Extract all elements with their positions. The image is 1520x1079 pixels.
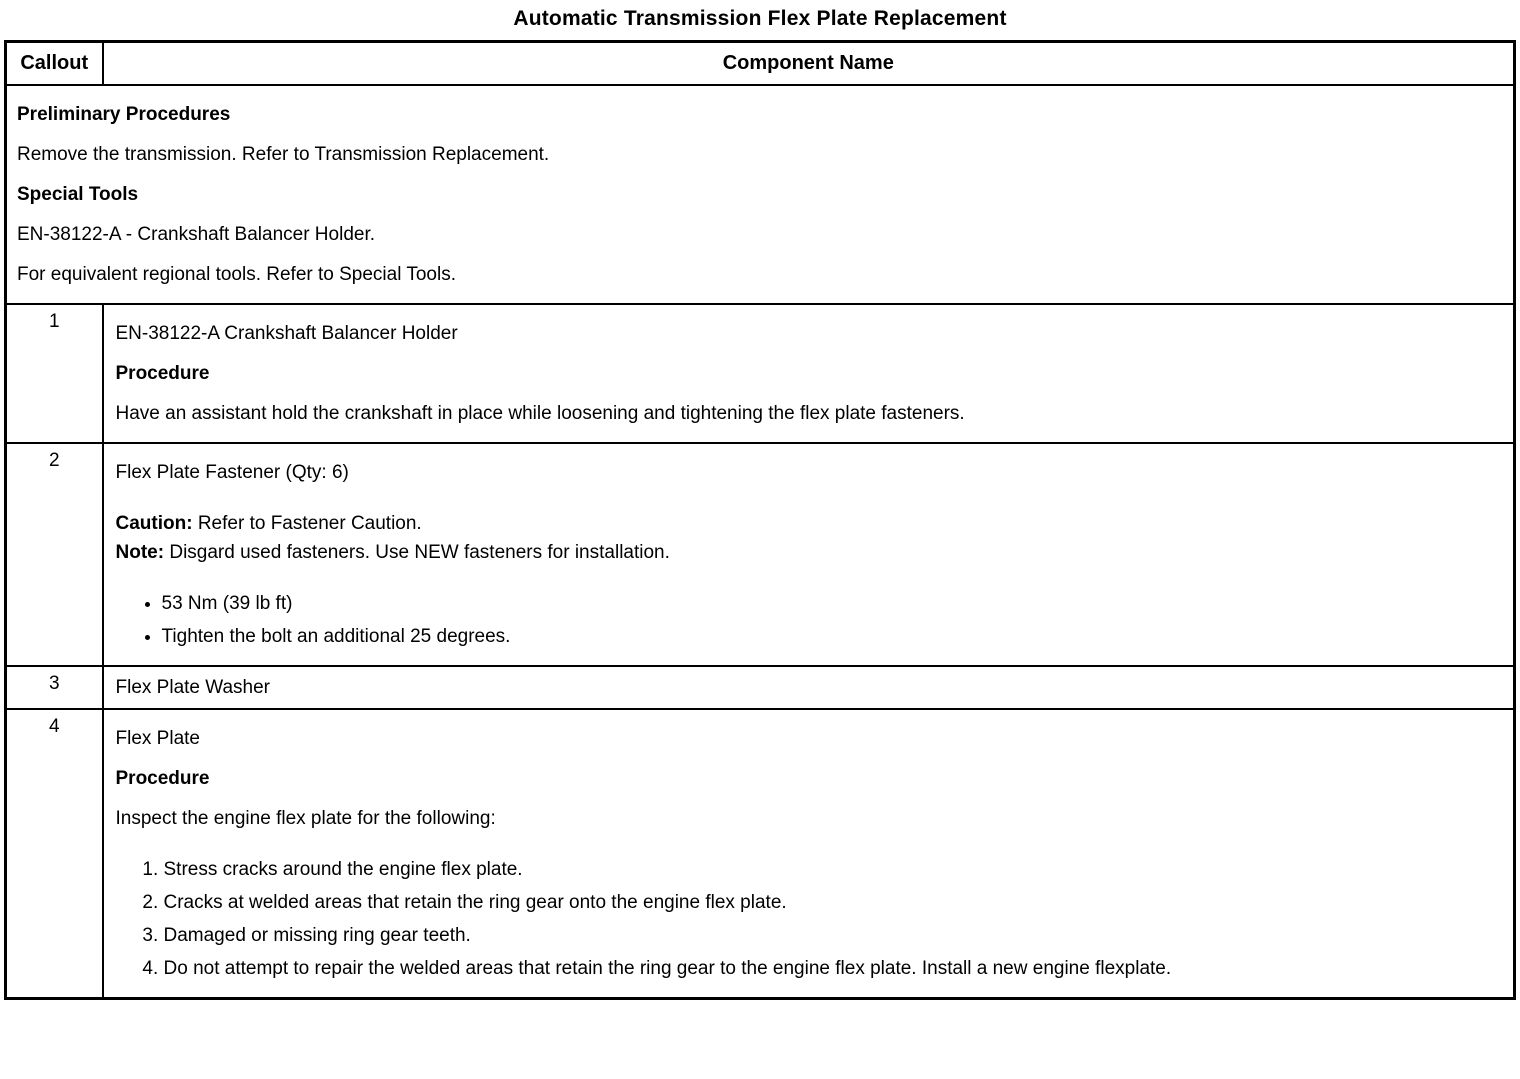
page: [0, 7, 1520, 1079]
flex-plate-table: [4, 40, 1516, 1000]
table-row-callout-4: [6, 709, 1515, 999]
special-tools-heading: Special Tools: [17, 184, 139, 205]
component-cell: [103, 443, 1515, 666]
inspection-step-list: [116, 856, 1502, 982]
remove-transmission-paragraph: Remove the transmission. Refer to Transmission Replacement.: [17, 144, 550, 165]
note-line: [116, 539, 1502, 566]
callout-number: 1: [6, 304, 103, 443]
list-item: 4. Do not attempt to repair the welded areas that retain the ring gear to the engine flex plate. Install a new engine flexplate.: [164, 955, 1502, 982]
component-name-text: Flex Plate Washer: [115, 677, 271, 698]
callout-column-header: Callout: [6, 42, 103, 86]
inspect-intro-text: Inspect the engine flex plate for the following:: [115, 808, 496, 829]
procedure-text: Have an assistant hold the crankshaft in place while loosening and tightening the flex plate fasteners.: [115, 403, 965, 424]
callout-number: 3: [6, 666, 103, 709]
list-item: • 53 Nm (39 lb ft): [162, 590, 1502, 617]
component-name-column-header: Component Name: [103, 42, 1515, 86]
callout-number: 2: [6, 443, 103, 666]
preliminary-procedures-heading: Preliminary Procedures: [17, 104, 231, 125]
table-row-callout-1: [6, 304, 1515, 443]
caution-text: Refer to Fastener Caution.: [192, 513, 422, 534]
table-row-callout-2: [6, 443, 1515, 666]
list-item: 3. Damaged or missing ring gear teeth.: [164, 922, 1502, 949]
component-cell: [103, 666, 1515, 709]
torque-spec-list: [116, 590, 1502, 650]
component-name-text: EN-38122-A Crankshaft Balancer Holder: [115, 323, 458, 344]
component-cell: [103, 304, 1515, 443]
preliminary-procedures-row: [6, 85, 1515, 304]
list-item: 1. Stress cracks around the engine flex plate.: [164, 856, 1502, 883]
callout-number: 4: [6, 709, 103, 999]
preliminary-procedures-cell: [6, 85, 1515, 304]
component-name-text: Flex Plate: [115, 728, 200, 749]
procedure-heading: Procedure: [115, 363, 210, 384]
equivalent-regional-tools-paragraph: For equivalent regional tools. Refer to Special Tools.: [17, 264, 457, 285]
page-title: Automatic Transmission Flex Plate Replacement: [513, 7, 1007, 30]
note-label: Note:: [115, 542, 165, 563]
component-cell: [103, 709, 1515, 999]
component-name-text: Flex Plate Fastener (Qty: 6): [115, 462, 349, 483]
procedure-heading: Procedure: [115, 768, 210, 789]
list-item: • Tighten the bolt an additional 25 degrees.: [162, 623, 1502, 650]
table-row-callout-3: [6, 666, 1515, 709]
crankshaft-balancer-holder-paragraph: EN-38122-A - Crankshaft Balancer Holder.: [17, 224, 376, 245]
list-item: 2. Cracks at welded areas that retain the ring gear onto the engine flex plate.: [164, 889, 1502, 916]
caution-label: Caution:: [115, 513, 193, 534]
caution-line: [116, 510, 1502, 537]
table-header-row: [6, 42, 1515, 86]
note-text: Disgard used fasteners. Use NEW fasteners for installation.: [164, 542, 670, 563]
